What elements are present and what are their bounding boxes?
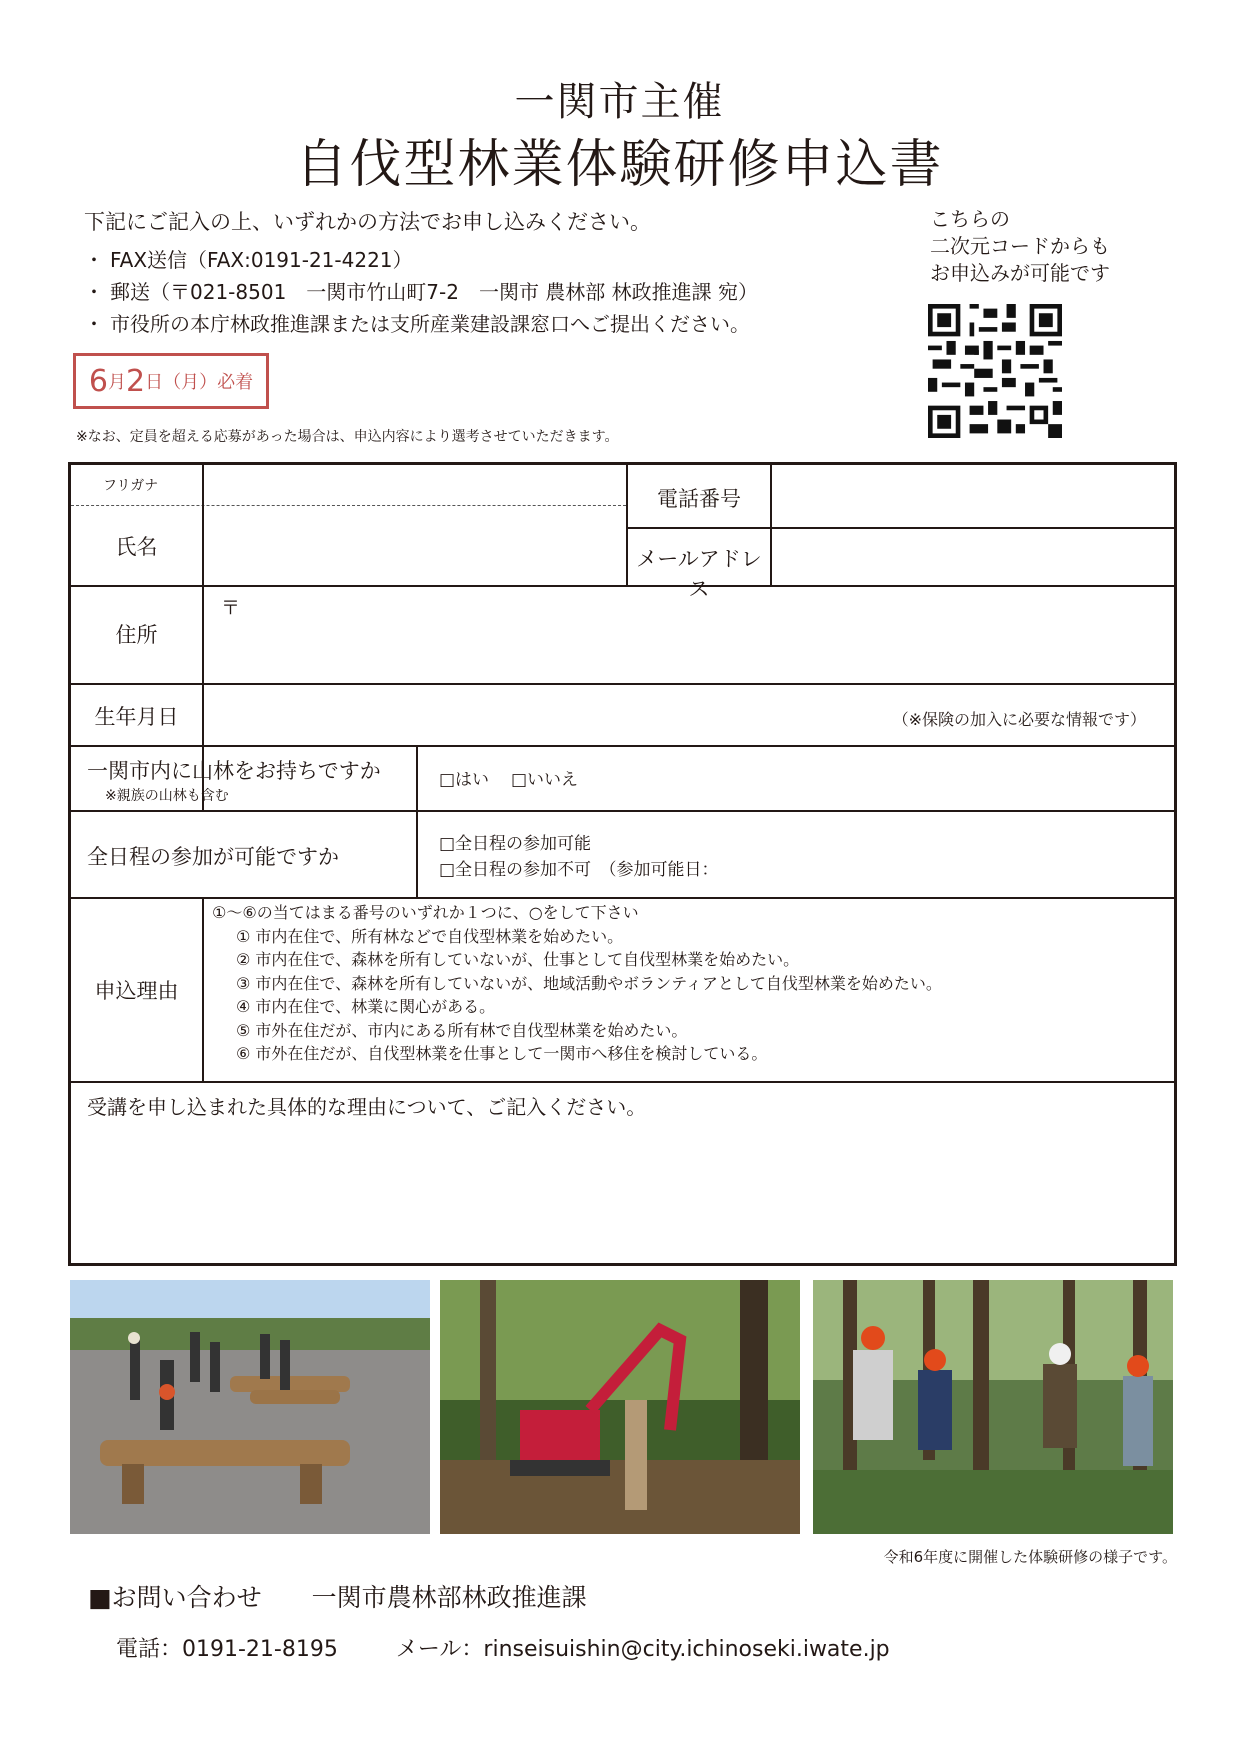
reason-option-5[interactable]: ⑤ 市外在住だが、市内にある所有林で自伐型林業を始めたい。 xyxy=(236,1020,688,1040)
free-text-prompt: 受講を申し込まれた具体的な理由について、ご記入ください。 xyxy=(87,1095,647,1119)
application-methods xyxy=(84,244,758,340)
forest-no-checkbox[interactable]: □いいえ xyxy=(511,770,579,790)
method-mail: ・ 郵送（〒021-8501 一関市竹山町7-2 一関市 農林部 林政推進課 宛） xyxy=(84,276,758,308)
furigana-input[interactable] xyxy=(206,469,624,503)
free-text-input[interactable] xyxy=(75,1125,1173,1263)
method-fax: ・ FAX送信（FAX:0191-21-4221） xyxy=(84,244,758,276)
application-form xyxy=(68,462,1177,1266)
forest-subnote: ※親族の山林も含む xyxy=(105,788,229,804)
reason-option-4[interactable]: ④ 市内在住で、林業に関心がある。 xyxy=(236,997,496,1016)
reason-option-2[interactable]: ② 市内在住で、森林を所有していないが、仕事として自伐型林業を始めたい。 xyxy=(236,950,800,969)
deadline-badge: 6 月 2 日 （月） 必着 xyxy=(73,353,269,409)
address-input[interactable] xyxy=(206,587,1174,681)
intro-text: 下記にご記入の上、いずれかの方法でお申し込みください。 xyxy=(84,210,651,234)
schedule-available-checkbox[interactable]: □全日程の参加可能 xyxy=(439,834,592,854)
photo-caption: 令和6年度に開催した体験研修の様子です。 xyxy=(883,1548,1177,1566)
reason-list xyxy=(212,901,942,1066)
email-label: メールアドレス xyxy=(636,547,762,601)
birthdate-note: （※保険の加入に必要な情報です） xyxy=(892,710,1146,729)
schedule-question: 全日程の参加が可能ですか xyxy=(87,845,339,869)
reason-label: 申込理由 xyxy=(94,979,179,1003)
phone-input[interactable] xyxy=(774,467,1174,525)
email-input[interactable] xyxy=(774,529,1174,583)
birthdate-label: 生年月日 xyxy=(94,705,179,729)
contact-details xyxy=(116,1632,890,1663)
forest-question: 一関市内に山林をお持ちですか xyxy=(87,759,381,783)
contact-email-link[interactable]: メール：rinseisuishin@city.ichinoseki.iwate.jp xyxy=(395,1637,890,1662)
qr-code-icon[interactable] xyxy=(928,304,1062,438)
method-counter: ・ 市役所の本庁林政推進課または支所産業建設課窓口へご提出ください。 xyxy=(84,308,758,340)
postal-mark: 〒 xyxy=(221,597,241,619)
reason-intro: ①～⑥の当てはまる番号のいずれか１つに、○をして下さい xyxy=(212,903,639,922)
page-title: 自伐型林業体験研修申込書 xyxy=(295,135,944,195)
schedule-unavailable-checkbox[interactable]: □全日程の参加不可 （参加可能日： xyxy=(439,860,719,880)
selection-note: ※なお、定員を超える応募があった場合は、申込内容により選考させていただきます。 xyxy=(76,429,619,445)
reason-option-6[interactable]: ⑥ 市外在住だが、自伐型林業を仕事として一関市へ移住を検討している。 xyxy=(236,1044,768,1063)
photo-training-1 xyxy=(70,1280,430,1534)
name-label: 氏名 xyxy=(115,535,158,559)
photo-training-3 xyxy=(813,1280,1173,1534)
reason-option-1[interactable]: ① 市内在住で、所有林などで自伐型林業を始めたい。 xyxy=(236,926,624,946)
qr-caption: こちらの 二次元コードからも お申込みが可能です xyxy=(930,207,1110,285)
photo-training-2 xyxy=(440,1280,800,1534)
furigana-label: フリガナ xyxy=(103,478,159,494)
address-label: 住所 xyxy=(115,623,158,647)
contact-phone: 電話：0191-21-8195 xyxy=(116,1637,338,1662)
phone-label: 電話番号 xyxy=(657,487,741,511)
subtitle-organizer: 一関市主催 xyxy=(514,79,725,125)
contact-heading: ■お問い合わせ 一関市農林部林政推進課 xyxy=(88,1583,587,1612)
name-input[interactable] xyxy=(206,509,624,583)
forest-yes-checkbox[interactable]: □はい xyxy=(439,770,490,790)
reason-option-3[interactable]: ③ 市内在住で、森林を所有していないが、地域活動やボランティアとして自伐型林業を始めたい。 xyxy=(236,973,942,993)
